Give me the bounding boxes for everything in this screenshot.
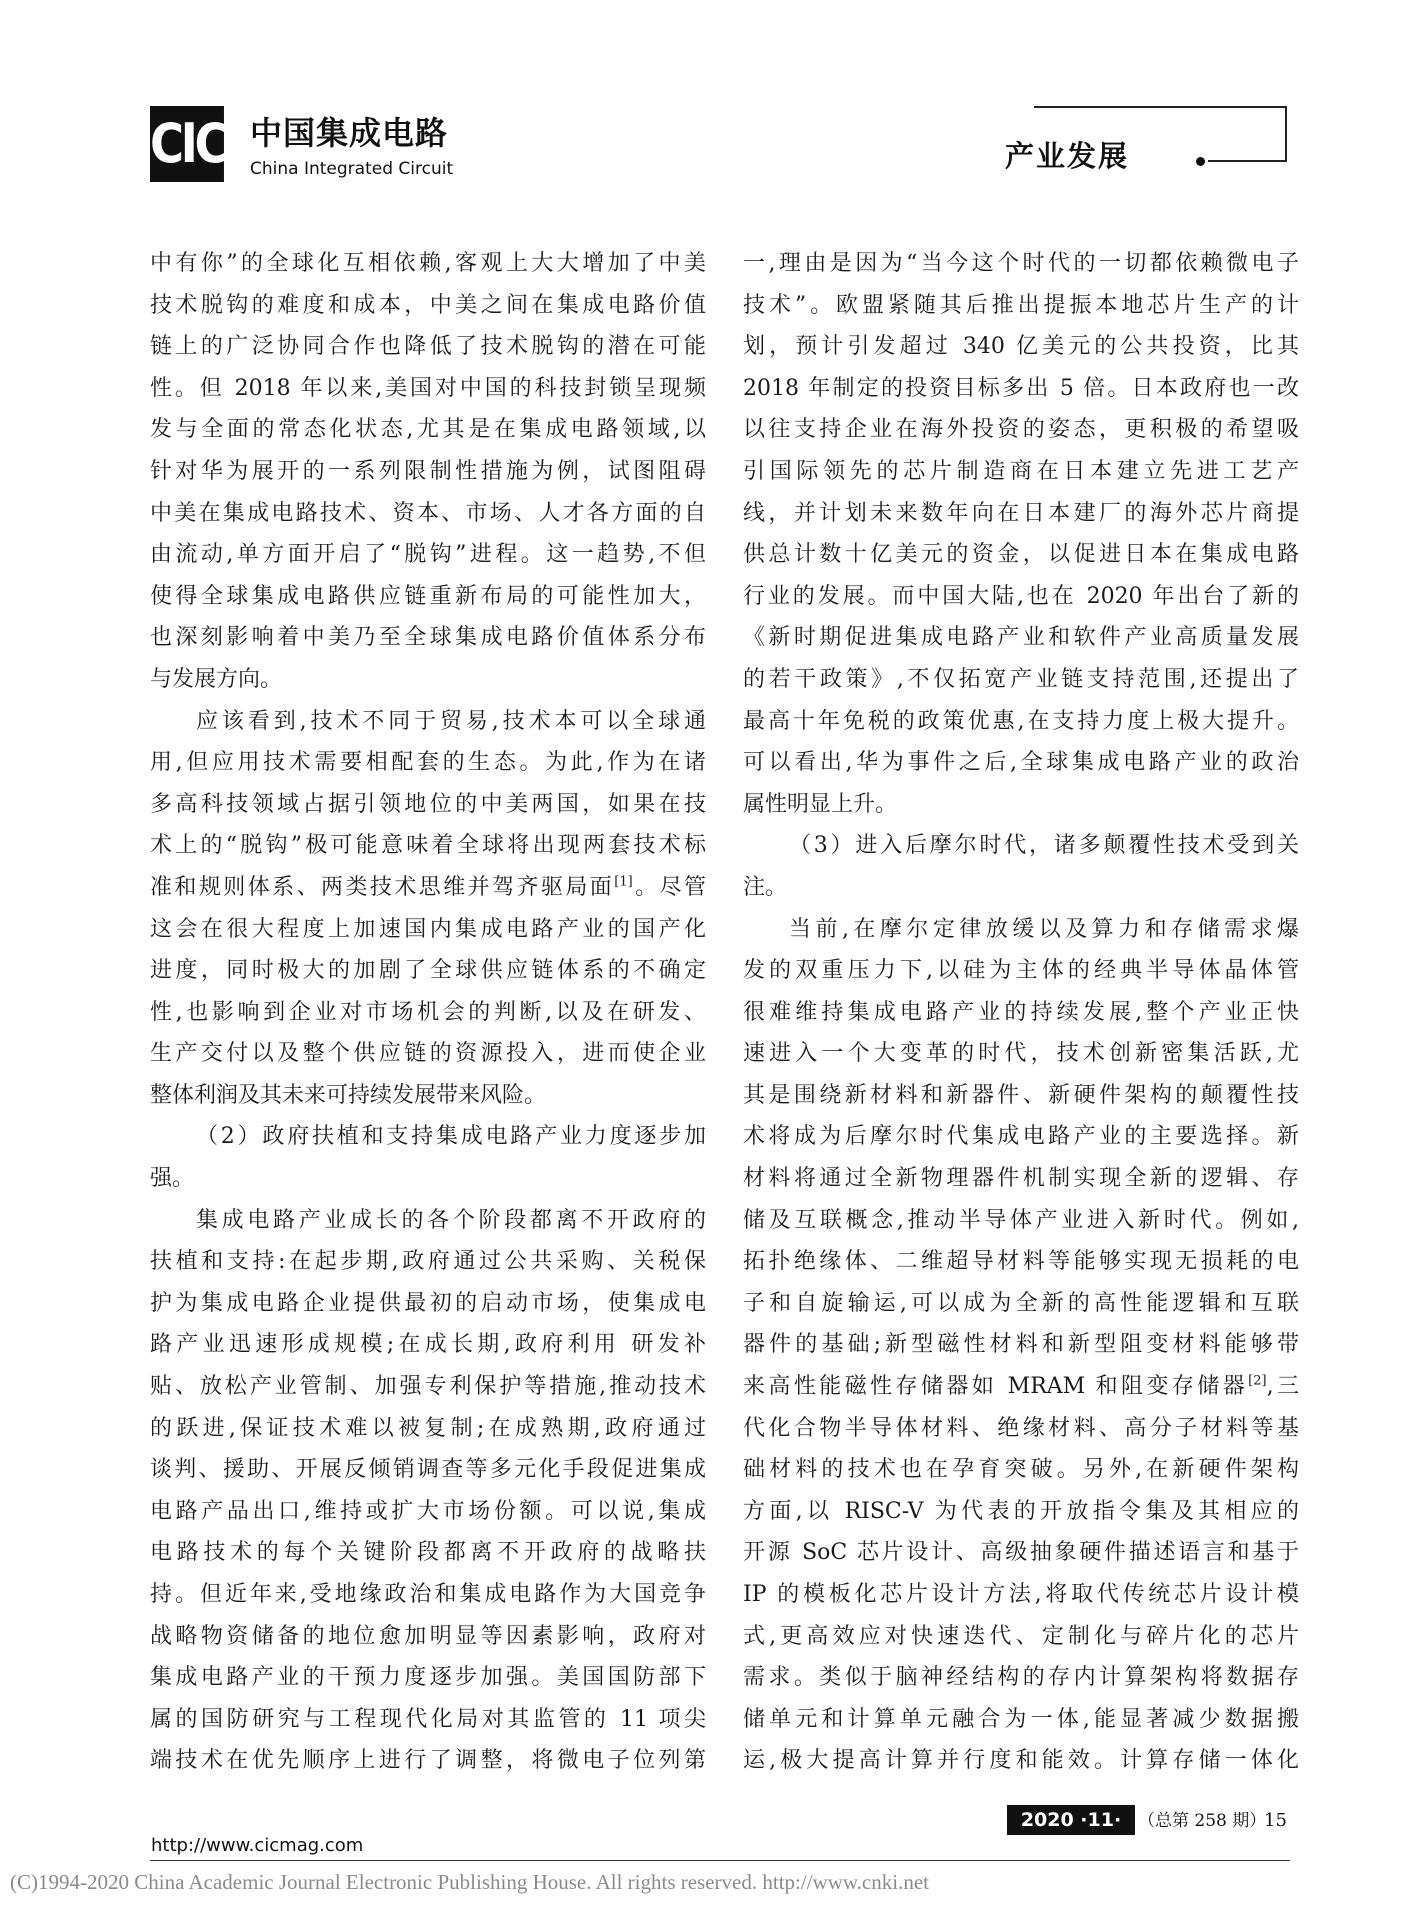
text-line: 以往支持企业在海外投资的姿态，更积极的希望吸 (743, 417, 1299, 443)
text-line: 术将成为后摩尔时代集成电路产业的主要选择。新 (743, 1124, 1299, 1150)
text-line: 生产交付以及整个供应链的资源投入，进而使企业 (150, 1041, 706, 1067)
text-line: 持。但近年来,受地缘政治和集成电路作为大国竞争 (150, 1582, 706, 1607)
section-bullet-icon (1196, 157, 1205, 166)
text-line: 应该看到,技术不同于贸易,技术本可以全球通 (196, 708, 706, 734)
logo-english-title: China Integrated Circuit (250, 159, 454, 179)
text-line: 整体利润及其未来可持续发展带来风险。 (150, 1082, 547, 1108)
journal-url-link[interactable]: http://www.cicmag.com (151, 1835, 364, 1856)
text-line: 储单元和计算单元融合为一体,能显著减少数据搬 (743, 1706, 1299, 1732)
text-line: 电路技术的每个关键阶段都离不开政府的战略扶 (150, 1540, 706, 1566)
text-line: 护为集成电路企业提供最初的启动市场，使集成电 (150, 1290, 706, 1316)
text-line: 2018 年制定的投资目标多出 5 倍。日本政府也一改 (743, 375, 1299, 401)
text-line: 属性明显上升。 (743, 791, 898, 817)
text-fragment: 。尽管 (632, 874, 706, 900)
subheading-line: 强。 (150, 1166, 195, 1192)
text-line: 其是围绕新材料和新器件、新硬件架构的颠覆性技 (743, 1082, 1299, 1108)
text-line: 速进入一个大变革的时代，技术创新密集活跃,尤 (743, 1041, 1299, 1067)
issue-badge: 2020 ·11· (1007, 1805, 1135, 1835)
text-line: 端技术在优先顺序上进行了调整，将微电子位列第 (150, 1748, 706, 1774)
header-frame-top (1034, 106, 1287, 108)
text-fragment: 来高性能磁性存储器如 MRAM 和阻变存储器 (743, 1374, 1249, 1400)
text-line: 链上的广泛协同合作也降低了技术脱钩的潜在可能 (150, 334, 706, 360)
text-line: 术上的“脱钩”极可能意味着全球将出现两套技术标 (150, 833, 706, 859)
text-fragment: ,三 (1266, 1374, 1299, 1400)
text-line: 路产业迅速形成规模;在成长期,政府利用 研发补 (150, 1332, 706, 1358)
reference-marker[interactable]: [1] (614, 874, 633, 890)
text-line: 子和自旋输运,可以成为全新的高性能逻辑和互联 (743, 1290, 1299, 1316)
text-line: 多高科技领域占据引领地位的中美两国，如果在技 (150, 791, 706, 817)
text-line: 扶植和支持:在起步期,政府通过公共采购、关税保 (150, 1249, 706, 1275)
text-line: 引国际领先的芯片制造商在日本建立先进工艺产 (743, 458, 1299, 484)
journal-logo (150, 106, 490, 188)
text-line: 储及互联概念,推动半导体产业进入新时代。例如, (743, 1207, 1299, 1233)
text-line: 可以看出,华为事件之后,全球集成电路产业的政治 (743, 750, 1299, 776)
text-line: 代化合物半导体材料、绝缘材料、高分子材料等基 (743, 1415, 1299, 1441)
text-line: 技术脱钩的难度和成本，中美之间在集成电路价值 (150, 292, 706, 318)
text-line: 中有你”的全球化互相依赖,客观上大大增加了中美 (150, 251, 706, 276)
text-line: 与发展方向。 (150, 666, 283, 692)
text-line: 也深刻影响着中美乃至全球集成电路价值体系分布 (150, 625, 706, 651)
text-line: 谈判、援助、开展反倾销调查等多元化手段促进集成 (150, 1457, 706, 1483)
reference-marker[interactable]: [2] (1248, 1373, 1267, 1389)
text-line: 拓扑绝缘体、二维超导材料等能够实现无损耗的电 (743, 1249, 1299, 1275)
text-line: 方面,以 RISC-V 为代表的开放指令集及其相应的 (743, 1498, 1299, 1524)
text-line: IP 的模板化芯片设计方法,将取代传统芯片设计模 (743, 1582, 1299, 1607)
text-line: 行业的发展。而中国大陆,也在 2020 年出台了新的 (743, 583, 1299, 609)
text-line: 的若干政策》,不仅拓宽产业链支持范围,还提出了 (743, 666, 1299, 692)
text-line: 战略物资储备的地位愈加明显等因素影响，政府对 (150, 1623, 706, 1649)
right-column (743, 243, 1299, 1782)
text-line-with-reference (743, 1366, 1299, 1408)
subheading-line: （2）政府扶植和支持集成电路产业力度逐步加 (196, 1124, 706, 1150)
text-line: 针对华为展开的一系列限制性措施为例，试图阻碍 (150, 458, 706, 484)
text-line: 式,更高效应对快速迭代、定制化与碎片化的芯片 (743, 1623, 1299, 1649)
text-line: 性。但 2018 年以来,美国对中国的科技封锁呈现频 (150, 375, 706, 401)
header-frame-right (1285, 106, 1287, 161)
text-line: 技术”。欧盟紧随其后推出提振本地芯片生产的计 (743, 292, 1299, 318)
page-number: 15 (1264, 1810, 1287, 1831)
text-fragment: 准和规则体系、两类技术思维并驾齐驱局面 (150, 874, 615, 900)
text-line: 性,也影响到企业对市场机会的判断,以及在研发、 (150, 999, 706, 1025)
left-column (150, 243, 706, 1782)
text-line: 材料将通过全新物理器件机制实现全新的逻辑、存 (743, 1166, 1299, 1192)
text-line: 集成电路产业的干预力度逐步加强。美国国防部下 (150, 1665, 706, 1691)
text-line: 当前,在摩尔定律放缓以及算力和存储需求爆 (789, 916, 1299, 942)
text-line: 的跃进,保证技术难以被复制;在成熟期,政府通过 (150, 1415, 706, 1441)
footer-divider (150, 1860, 1290, 1861)
text-line-with-reference (150, 867, 706, 909)
text-line: 很难维持集成电路产业的持续发展,整个产业正快 (743, 999, 1299, 1025)
header-frame-bottom (1208, 160, 1287, 162)
copyright-watermark: (C)1994-2020 China Academic Journal Electronic Publishing House. All rights reserved. http://www.cnki.net (10, 1870, 929, 1894)
issue-total-number: （总第 258 期） (1138, 1811, 1267, 1831)
text-line: 一,理由是因为“当今这个时代的一切都依赖微电子 (743, 251, 1299, 276)
text-line: 中美在集成电路技术、资本、市场、人才各方面的自 (150, 500, 706, 526)
text-line: 础材料的技术也在孕育突破。另外,在新硬件架构 (743, 1457, 1299, 1483)
text-line: 《新时期促进集成电路产业和软件产业高质量发展 (743, 625, 1299, 651)
text-line: 器件的基础;新型磁性材料和新型阻变材料能够带 (743, 1332, 1299, 1358)
text-line: 用,但应用技术需要相配套的生态。为此,作为在诸 (150, 750, 706, 776)
text-line: 划，预计引发超过 340 亿美元的公共投资，比其 (743, 334, 1299, 360)
text-line: 电路产品出口,维持或扩大市场份额。可以说,集成 (150, 1498, 706, 1524)
text-line: 进度，同时极大的加剧了全球供应链体系的不确定 (150, 958, 706, 984)
text-line: 需求。类似于脑神经结构的存内计算架构将数据存 (743, 1665, 1299, 1691)
text-line: 发的双重压力下,以硅为主体的经典半导体晶体管 (743, 958, 1299, 984)
logo-chinese-title: 中国集成电路 (250, 114, 449, 152)
text-line: 最高十年免税的政策优惠,在支持力度上极大提升。 (743, 708, 1299, 734)
text-line: 开源 SoC 芯片设计、高级抽象硬件描述语言和基于 (743, 1540, 1299, 1566)
text-line: 属的国防研究与工程现代化局对其监管的 11 项尖 (150, 1706, 706, 1732)
text-line: 使得全球集成电路供应链重新布局的可能性加大， (150, 583, 706, 609)
subheading-line: （3）进入后摩尔时代，诸多颠覆性技术受到关 (789, 833, 1299, 859)
text-line: 这会在很大程度上加速国内集成电路产业的国产化 (150, 916, 706, 942)
logo-mark: CIC (150, 106, 224, 182)
text-line: 运,极大提高计算并行度和能效。计算存储一体化 (743, 1748, 1299, 1774)
text-line: 供总计数十亿美元的资金，以促进日本在集成电路 (743, 542, 1299, 568)
text-line: 发与全面的常态化状态,尤其是在集成电路领域,以 (150, 417, 706, 443)
section-title: 产业发展 (1005, 139, 1130, 173)
subheading-line: 注。 (743, 874, 788, 900)
text-line: 集成电路产业成长的各个阶段都离不开政府的 (196, 1207, 706, 1233)
text-line: 贴、放松产业管制、加强专利保护等措施,推动技术 (150, 1374, 706, 1400)
text-line: 由流动,单方面开启了“脱钩”进程。这一趋势,不但 (150, 542, 706, 568)
text-line: 线，并计划未来数年向在日本建厂的海外芯片商提 (743, 500, 1299, 526)
